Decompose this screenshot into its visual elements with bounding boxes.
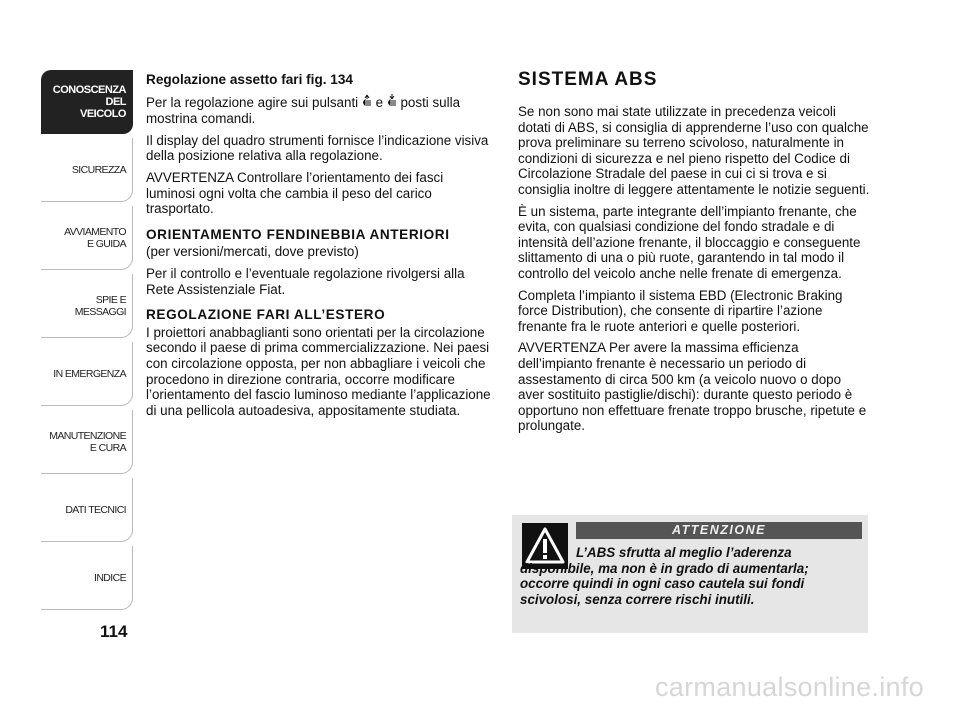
heading-regolazione-assetto: Regolazione assetto fari fig. 134 bbox=[146, 72, 353, 87]
tab-label: AVVIAMENTO E GUIDA bbox=[64, 225, 126, 250]
watermark: carmanualsonline.info bbox=[655, 672, 924, 702]
section-sidebar bbox=[41, 70, 133, 614]
paragraph-versioni: (per versioni/mercati, dove previsto) bbox=[146, 244, 359, 260]
headlight-adjust-down-icon bbox=[387, 94, 397, 112]
paragraph-abs-avvertenza: AVVERTENZA Per avere la massima efficienza dell’impianto frenante è necessario un periodo di assestamento di circa 500 km (a veicolo nuovo o dopo aver sostituito pastiglie/dischi): durante questo periodo è opportuno non effettuare frenate troppo brusche, ripetute e prolungate. bbox=[518, 340, 867, 434]
tab-label: INDICE bbox=[94, 571, 126, 584]
text-segment: Per la regolazione agire sui pulsanti bbox=[146, 94, 362, 110]
heading-fari-estero: REGOLAZIONE FARI ALL’ESTERO bbox=[146, 307, 386, 323]
text-segment: e bbox=[371, 94, 387, 110]
paragraph-abs-sistema: È un sistema, parte integrante dell’impianto frenante, che evita, con qualsiasi condizione del fondo stradale e di intensità dell’azione frenante, il bloccaggio e conseguente slittamento di una o più ruote, garantendo in tal modo il controllo del veicolo anche nelle frenate di emergenza. bbox=[518, 203, 861, 281]
tab-label: IN EMERGENZA bbox=[53, 367, 126, 380]
tab-conoscenza-del-veicolo[interactable] bbox=[41, 70, 133, 134]
headlight-adjust-up-icon bbox=[362, 94, 372, 112]
warning-box bbox=[512, 515, 868, 633]
tab-label: CONOSCENZA DEL VEICOLO bbox=[52, 83, 126, 120]
tab-label: MANUTENZIONE E CURA bbox=[49, 429, 126, 454]
tab-avviamento-e-guida[interactable] bbox=[41, 206, 133, 270]
left-column bbox=[146, 72, 494, 424]
paragraph-abs-intro: Se non sono mai state utilizzate in precedenza veicoli dotati di ABS, si consiglia di apprenderne l’uso con qualche prova preliminare su terreno scivoloso, naturalmente in condizioni di sicurezza e nel pieno rispetto del Codice di Circolazione Stradale del paese in cui ci si trova e si consiglia inoltre di leggere attentamente le notizie seguenti. bbox=[518, 104, 870, 197]
tab-indice[interactable] bbox=[41, 546, 133, 610]
paragraph-rete-assistenziale: Per il controllo e l’eventuale regolazione rivolgersi alla Rete Assistenziale Fiat. bbox=[146, 265, 465, 297]
tab-in-emergenza[interactable] bbox=[41, 342, 133, 406]
warning-text: L’ABS sfrutta al meglio l’aderenza disponibile, ma non è in grado di aumentarla; occorre quindi in ogni caso cautela sui fondi scivolosi, senza correre rischi inutili. bbox=[520, 545, 809, 607]
tab-manutenzione-e-cura[interactable] bbox=[41, 410, 133, 474]
paragraph-ebd: Completa l’impianto il sistema EBD (Electronic Braking force Distribution), che consente di ripartire l’azione frenante fra le ruote anteriori e quelle posteriori. bbox=[518, 287, 843, 334]
right-column bbox=[518, 69, 870, 440]
tab-label: SICUREZZA bbox=[71, 163, 126, 176]
tab-spie-e-messaggi[interactable] bbox=[41, 274, 133, 338]
heading-fendinebbia: ORIENTAMENTO FENDINEBBIA ANTERIORI bbox=[146, 226, 450, 242]
page-number: 114 bbox=[100, 622, 128, 641]
tab-sicurezza[interactable] bbox=[41, 138, 133, 202]
heading-sistema-abs: SISTEMA ABS bbox=[518, 69, 658, 90]
paragraph-proiettori: I proiettori anabbaglianti sono orientati per la circolazione secondo il paese di prima commercializzazione. Nei paesi con circolazione opposta, per non abbagliare i veicoli che procedono in direzione contraria, occorre modificare l’orientamento del fascio luminoso mediante l’applicazione di una pellicola autoadesiva, appositamente studiata. bbox=[146, 324, 491, 418]
tab-dati-tecnici[interactable] bbox=[41, 478, 133, 542]
text-segment: posti sulla mostrina comandi. bbox=[146, 94, 461, 127]
tab-label: SPIE E MESSAGGI bbox=[74, 293, 126, 318]
paragraph-pulsanti bbox=[146, 94, 494, 127]
paragraph-avvertenza: AVVERTENZA Controllare l’orientamento dei fasci luminosi ogni volta che cambia il peso del carico trasportato. bbox=[146, 169, 444, 217]
tab-label: DATI TECNICI bbox=[65, 503, 126, 516]
paragraph-display: Il display del quadro strumenti fornisce l’indicazione visiva della posizione relativa alla regolazione. bbox=[146, 132, 489, 164]
warning-label: ATTENZIONE bbox=[576, 522, 862, 539]
